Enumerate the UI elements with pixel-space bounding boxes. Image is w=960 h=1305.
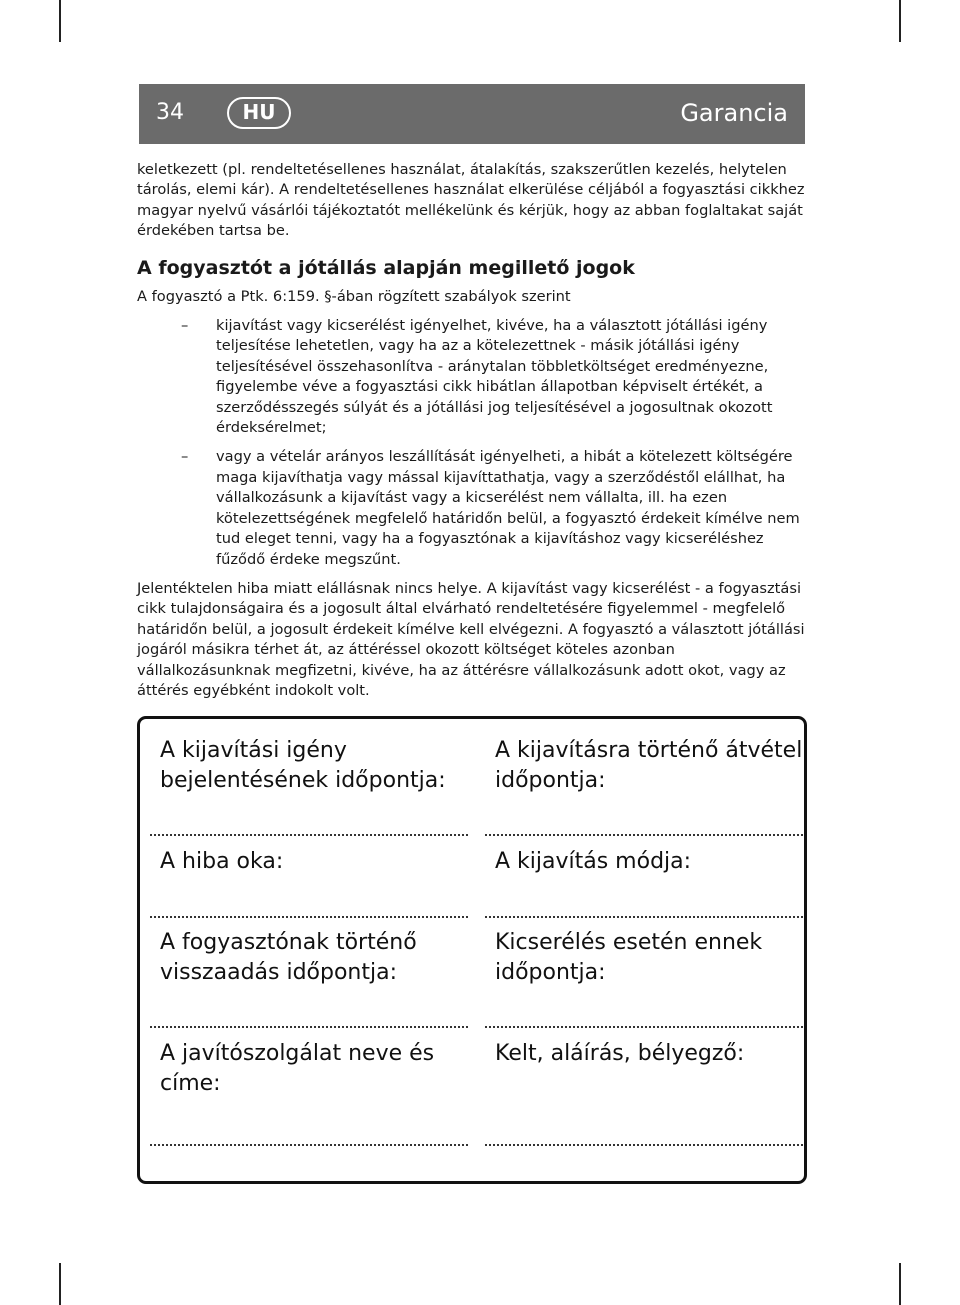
field-label: A kijavítás módja: bbox=[495, 849, 692, 874]
field-label: A javítószolgálat neve és címe: bbox=[160, 1041, 435, 1096]
field-label: A hiba oka: bbox=[160, 849, 284, 874]
field-label: A kijavítási igény bejelentésének időpontja: bbox=[160, 738, 446, 793]
page-number: 34 bbox=[156, 100, 184, 125]
list-item bbox=[137, 447, 809, 569]
page-header bbox=[139, 84, 805, 144]
list-item-text: vagy a vételár arányos leszállítását igényelheti, a hibát a kötelezett költségére maga kijavíthatja vagy mással kijavíttathatja, vagy a szerződéstől elállhat, ha vállalkozásunk a kijavítást vagy a kicserélést nem vállalta, ill. ha ezen kötelezettségének megfelelő határidőn belül, a fogyasztó érdekeit kímélve nem tud eleget tenni, vagy ha a fogyasztónak a kijavításhoz vagy kicseréléshez fűződő érdeke megszűnt. bbox=[216, 448, 800, 568]
fill-in-line[interactable] bbox=[485, 834, 803, 836]
crop-mark bbox=[59, 0, 61, 42]
list-item bbox=[137, 316, 809, 438]
fill-in-line[interactable] bbox=[150, 916, 468, 918]
warranty-form bbox=[137, 716, 807, 1184]
fill-in-line[interactable] bbox=[150, 834, 468, 836]
intro-paragraph: keletkezett (pl. rendeltetésellenes használat, átalakítás, szakszerűtlen kezelés, helytelen tárolás, elemi kár). A rendeltetésellenes használat elkerülése céljából a fogyasztási cikkhez magyar nyelvű vásárlói tájékoztatót mellékelünk és kérjük, hogy az abban foglaltakat saját érdekében tartsa be. bbox=[137, 161, 805, 240]
closing-paragraph: Jelentéktelen hiba miatt elállásnak nincs helye. A kijavítást vagy kicserélést - a fogyasztási cikk tulajdonságaira és a jogosult által elvárható rendeltetésére figyelemmel - megfelelő határidőn belül, a jogosult érdekeit kímélve kell elvégezni. A fogyasztó a választott jótállási jogáról másikra térhet át, az áttéréssel okozott költséget köteles azonban vállalkozásunknak megfizetni, kivéve, ha az áttérésre vállalkozásunk adott okot, vagy az áttérés egyébként indokolt volt. bbox=[137, 579, 805, 699]
crop-mark bbox=[59, 1263, 61, 1305]
warranty-text bbox=[137, 160, 809, 701]
language-badge: HU bbox=[227, 97, 291, 129]
field-label: A fogyasztónak történő visszaadás időpontja: bbox=[160, 930, 417, 985]
fill-in-line[interactable] bbox=[150, 1026, 468, 1028]
fill-in-line[interactable] bbox=[485, 1026, 803, 1028]
crop-mark bbox=[899, 1263, 901, 1305]
fill-in-line[interactable] bbox=[485, 1144, 803, 1146]
bullet-dash: – bbox=[181, 448, 189, 466]
crop-mark bbox=[899, 0, 901, 42]
field-label: Kicserélés esetén ennek időpontja: bbox=[495, 930, 763, 985]
section-title: Garancia bbox=[680, 99, 788, 127]
field-label: A kijavításra történő átvétel időpontja: bbox=[495, 738, 803, 793]
rights-subheading: A fogyasztó a Ptk. 6:159. §-ában rögzített szabályok szerint bbox=[137, 287, 571, 305]
rights-list bbox=[137, 316, 809, 570]
field-label: Kelt, aláírás, bélyegző: bbox=[495, 1041, 745, 1066]
fill-in-line[interactable] bbox=[150, 1144, 468, 1146]
bullet-dash: – bbox=[181, 317, 189, 335]
fill-in-line[interactable] bbox=[485, 916, 803, 918]
rights-heading: A fogyasztót a jótállás alapján megillető jogok bbox=[137, 256, 635, 279]
list-item-text: kijavítást vagy kicserélést igényelhet, kivéve, ha a választott jótállási igény teljesítése lehetetlen, vagy ha az a kötelezettnek - másik jótállási igény teljesítésével összehasonlítva - aránytalan többletköltséget eredményezne, figyelembe véve a fogyasztási cikk hibátlan állapotban képviselt értékét, a szerződésszegés súlyát és a jótállási jog teljesítésével a jogosultnak okozott érdeksérelmet; bbox=[216, 317, 773, 437]
